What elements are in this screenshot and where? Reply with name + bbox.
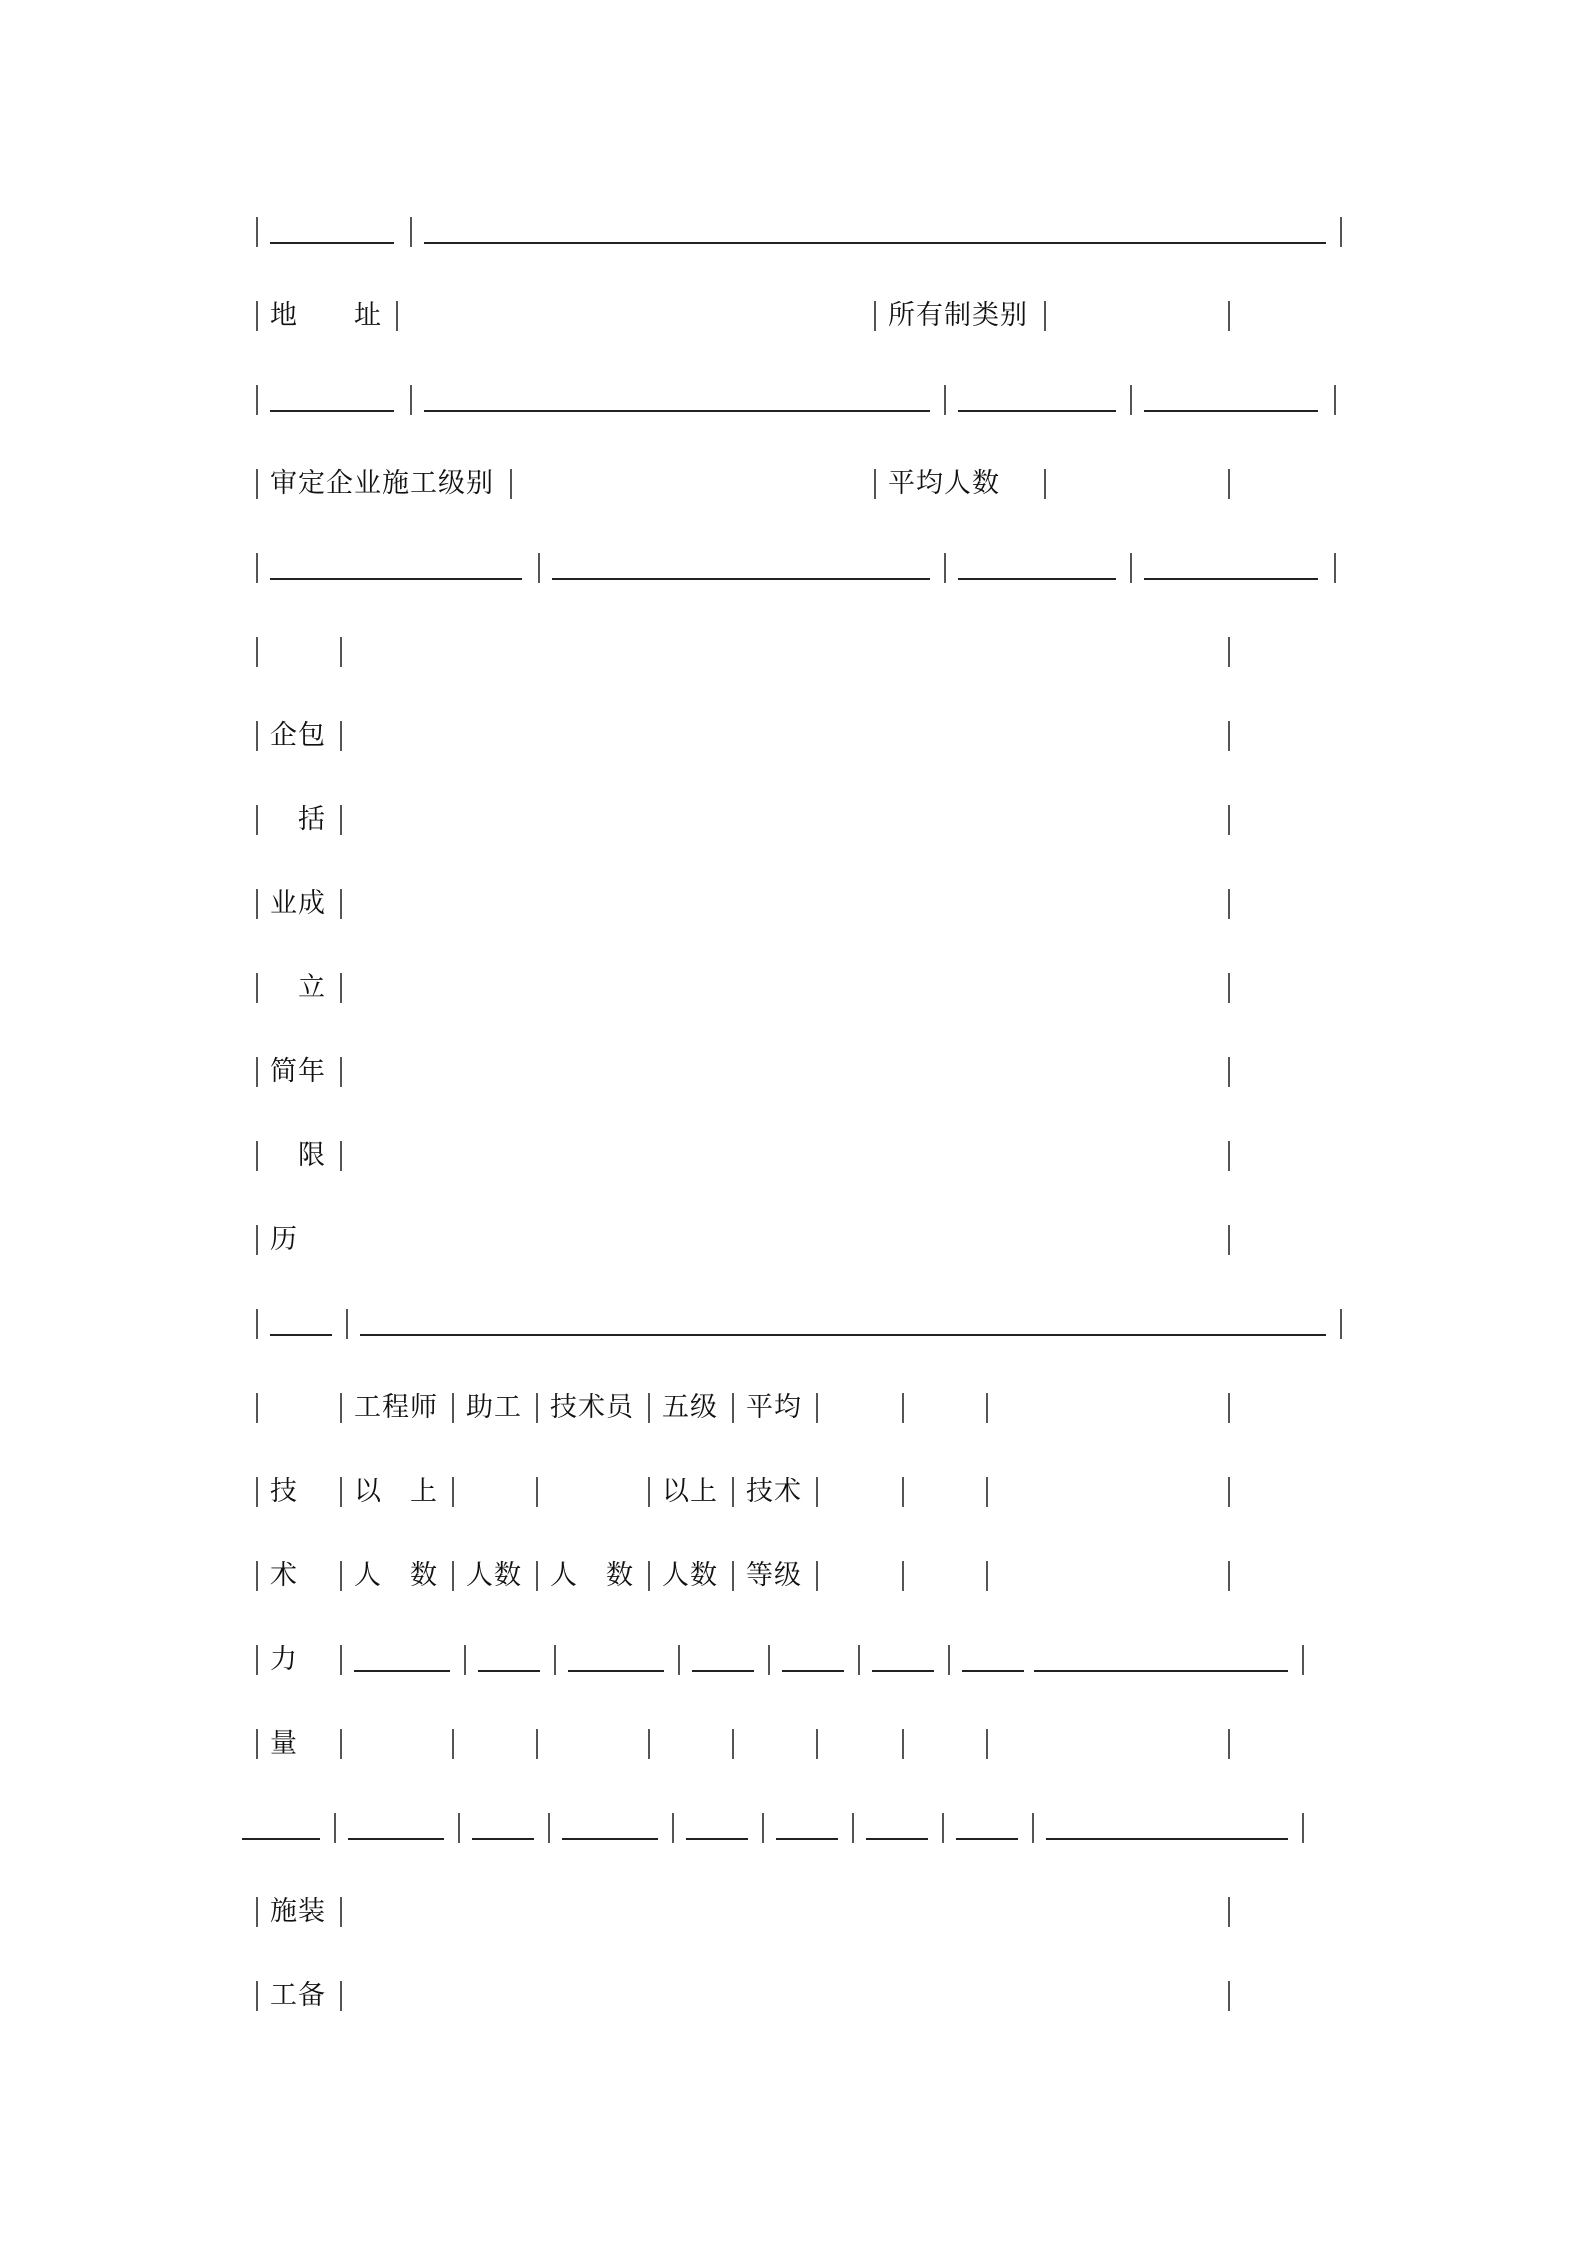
tech-header-row-1 [0,1386,1586,1430]
tech-value-row [0,1722,1586,1766]
engineer-count-field[interactable] [344,1722,450,1766]
address-label: 地 址 [270,300,382,331]
equipment-label-2: 工备 [270,1980,326,2011]
form-rule-4 [0,1302,1586,1346]
grade5-count-field[interactable] [652,1722,730,1766]
technician-count-field[interactable] [540,1722,646,1766]
ownership-type-label: 所有制类别 [888,300,1028,331]
construction-grade-label: 审定企业施工级别 [270,468,494,499]
engineer-header: 工程师 [354,1392,438,1423]
grade-row [0,462,1586,506]
avg-headcount-field[interactable] [1048,462,1228,506]
form-rule-top [0,210,1586,254]
history-field[interactable] [344,630,1224,1260]
tech-header-row-3 [0,1554,1586,1598]
avg-headcount-label: 平均人数 [888,468,1000,499]
form-rule-3 [0,546,1586,590]
level-header: 等级 [746,1560,802,1591]
address-row [0,294,1586,338]
history-label-3: 业成 [270,888,326,919]
assistant-count-field[interactable] [456,1722,534,1766]
address-field[interactable] [400,294,874,338]
equipment-field[interactable] [344,1890,1224,2018]
construction-grade-field[interactable] [514,462,874,506]
avg-level-field[interactable] [736,1722,814,1766]
tech-rule-row [0,1638,1586,1682]
technician-people-header: 人 数 [550,1560,634,1591]
tech-header-row-2 [0,1470,1586,1514]
assistant-people-header: 人数 [466,1560,522,1591]
tech-force-label-2: 术 [270,1560,298,1591]
engineer-people-header: 人 数 [354,1560,438,1591]
technical-header: 技术 [746,1476,802,1507]
engineer-above-header: 以 上 [354,1476,438,1507]
tech-force-label-1: 技 [270,1476,298,1507]
equipment-label-1: 施装 [270,1896,326,1927]
history-label-4: 立 [298,972,326,1003]
ownership-type-field[interactable] [1048,294,1228,338]
technician-header: 技术员 [550,1392,634,1423]
form-rule-5 [0,1806,1586,1850]
history-label-7: 历 [270,1224,298,1255]
grade5-people-header: 人数 [662,1560,718,1591]
tech-force-label-4: 量 [270,1728,298,1759]
grade5-above-header: 以上 [662,1476,718,1507]
form-rule-2 [0,378,1586,422]
assistant-engineer-header: 助工 [466,1392,522,1423]
grade5-header: 五级 [662,1392,718,1423]
history-label-6: 限 [298,1140,326,1171]
tech-force-label-3: 力 [270,1644,298,1675]
average-header: 平均 [746,1392,802,1423]
history-label-5: 简年 [270,1056,326,1087]
history-label-2: 括 [298,804,326,835]
history-label-1: 企包 [270,720,326,751]
